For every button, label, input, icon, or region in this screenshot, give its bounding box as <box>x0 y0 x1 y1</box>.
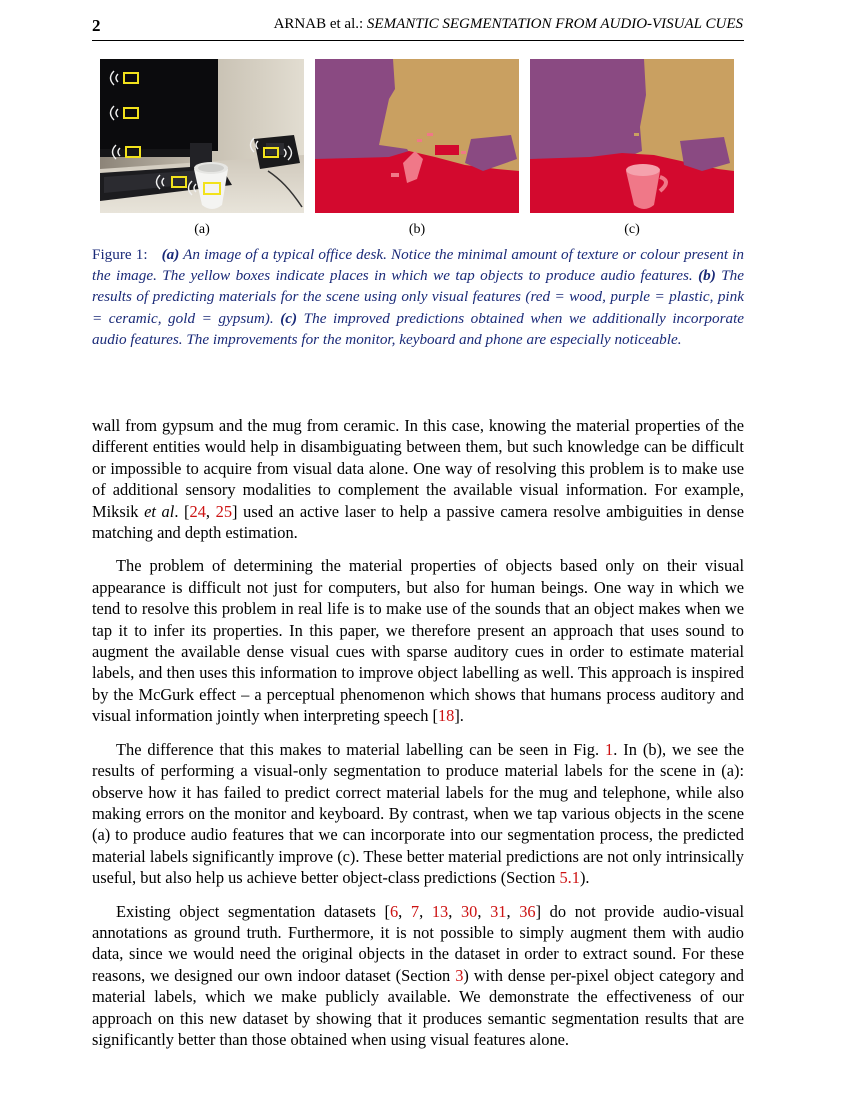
citation-link[interactable]: 24 <box>189 501 206 521</box>
running-paper-title: SEMANTIC SEGMENTATION FROM AUDIO-VISUAL CUES <box>366 16 743 32</box>
material-map-visual-only <box>315 59 519 213</box>
text-span: wall from gypsum and the mug from ceramic. In this case, knowing the material properties of the different entities would help in disambiguating between them, but such knowledge can be difficult or impossible to acquire from visual data alone. One way of resolving this problem is to make use of additional sensory modalities to complement the available visual information. For example, Miksik <box>92 416 744 521</box>
paragraph-1 <box>92 415 744 543</box>
text-span: . [ <box>174 501 190 521</box>
running-header <box>92 16 744 41</box>
section-reference-link[interactable]: 3 <box>455 965 464 985</box>
caption-label-b: (b) <box>698 267 716 285</box>
paragraph-4: Existing object segmentation datasets [6, 7, 13, 30, 31, 36] do not provide audio-visual annotations as ground truth. Furthermore, it is not possible to simply augment them with audio data, since we would need the original objects in the dataset in order to extract sound. For these reasons, we designed our own indoor dataset (Section 3) with dense per-pixel object category and material labels, which we make publicly available. We demonstrate the effectiveness of our approach on this new dataset by showing that it produces semantic segmentation results that are significantly better than those obtained when using visual features alone. <box>92 901 744 1049</box>
et-al: et al <box>144 501 175 521</box>
subfigure-label-c: (c) <box>624 222 640 237</box>
running-title <box>274 16 743 33</box>
paragraph-2 <box>92 555 744 726</box>
caption-text-a: An image of a typical office desk. Notice the minimal amount of texture or colour present in the image. The yellow boxes indicate places in which we tap objects to produce audio features. <box>92 246 744 285</box>
text-span: ] used an active laser to help a passive camera resolve ambiguities in dense matching and depth estimation. <box>92 501 744 543</box>
caption-label-a: (a) <box>161 246 180 263</box>
page-number: 2 <box>92 16 101 35</box>
text-span: . In (b), we see the results of performing a visual-only segmentation to produce material labels for the scene in (a): observe how it has failed to predict correct material labels for the mug and telephone, while also making errors on the monitor and keyboard. By contrast, when we tap various objects in the scene (a) to produce audio features that we can incorporate into our segmentation process, the predicted material labels significantly improve (c). These better material predictions are not only intrinsically useful, but also help us achieve better object-class predictions (Section <box>92 739 745 888</box>
citation-link[interactable]: 30 <box>460 901 478 921</box>
caption-lead: Figure 1: <box>92 246 148 263</box>
running-authors: ARNAB et al.: <box>273 16 364 32</box>
figure-image-c <box>530 59 734 213</box>
text-span: The problem of determining the material properties of objects based only on their visual appearance is difficult not just for computers, but also for human beings. One way in which we tend to resolve this problem in real life is to make use of the sounds that an object makes when we tap it to infer its properties. In this paper, we therefore present an approach that uses sound to augment the available dense visual cues with sparse auditory cues in order to estimate material labels, and then uses this information to improve object labelling as well. This approach is inspired by the McGurk effect – a perceptual phenomenon which shows that humans process auditory and visual information jointly when interpreting speech [ <box>92 556 744 726</box>
figure-image-b <box>315 59 519 213</box>
text-span: , <box>205 501 216 521</box>
text-span: ) with dense per-pixel object category and material labels, which we make publicly available. We demonstrate the effectiveness of our approach on this new dataset by showing that it produces semantic segmentation results that are significantly better than those obtained when using visual features alone. <box>92 965 744 1049</box>
citation-link[interactable]: 7 <box>410 901 420 921</box>
caption-label-c: (c) <box>280 309 298 327</box>
citation-link[interactable]: 18 <box>437 706 455 726</box>
section-reference-link[interactable]: 5.1 <box>559 868 580 888</box>
citation-link[interactable]: 36 <box>519 901 536 921</box>
subfigure-label-b: (b) <box>408 222 426 237</box>
figure-reference-link[interactable]: 1 <box>605 739 614 759</box>
citation-link[interactable]: 31 <box>490 901 507 921</box>
citation-link[interactable]: 13 <box>431 901 449 921</box>
subfigure-label-a: (a) <box>194 222 210 237</box>
text-span: The difference that this makes to material labelling can be seen in Fig. <box>116 739 605 759</box>
citation-link[interactable]: 25 <box>215 501 233 521</box>
body-text <box>92 415 744 1062</box>
caption-text-b: The results of predicting materials for the scene using only visual features (red = wood, purple = plastic, pink = ceramic, gold = gypsum). <box>92 267 744 327</box>
caption-text-c: The improved predictions obtained when we additionally incorporate audio features. The improvements for the monitor, keyboard and phone are especially noticeable. <box>92 309 745 348</box>
text-span: Existing object segmentation datasets [ <box>116 901 390 921</box>
paragraph-3 <box>92 739 744 889</box>
text-span: ]. <box>454 706 464 726</box>
text-span: ] do not provide audio-visual annotations as ground truth. Furthermore, it is not possible to simply augment them with audio data, since we would need the original objects in the dataset in order to extract sound. For these reasons, we designed our own indoor dataset (Section <box>92 901 744 985</box>
figure-caption <box>92 244 744 350</box>
material-map-audio-visual <box>530 59 734 213</box>
text-span: ). <box>579 868 590 888</box>
citation-link[interactable]: 6 <box>389 901 399 921</box>
office-desk-photo <box>100 59 304 213</box>
figure-image-a <box>100 59 304 213</box>
